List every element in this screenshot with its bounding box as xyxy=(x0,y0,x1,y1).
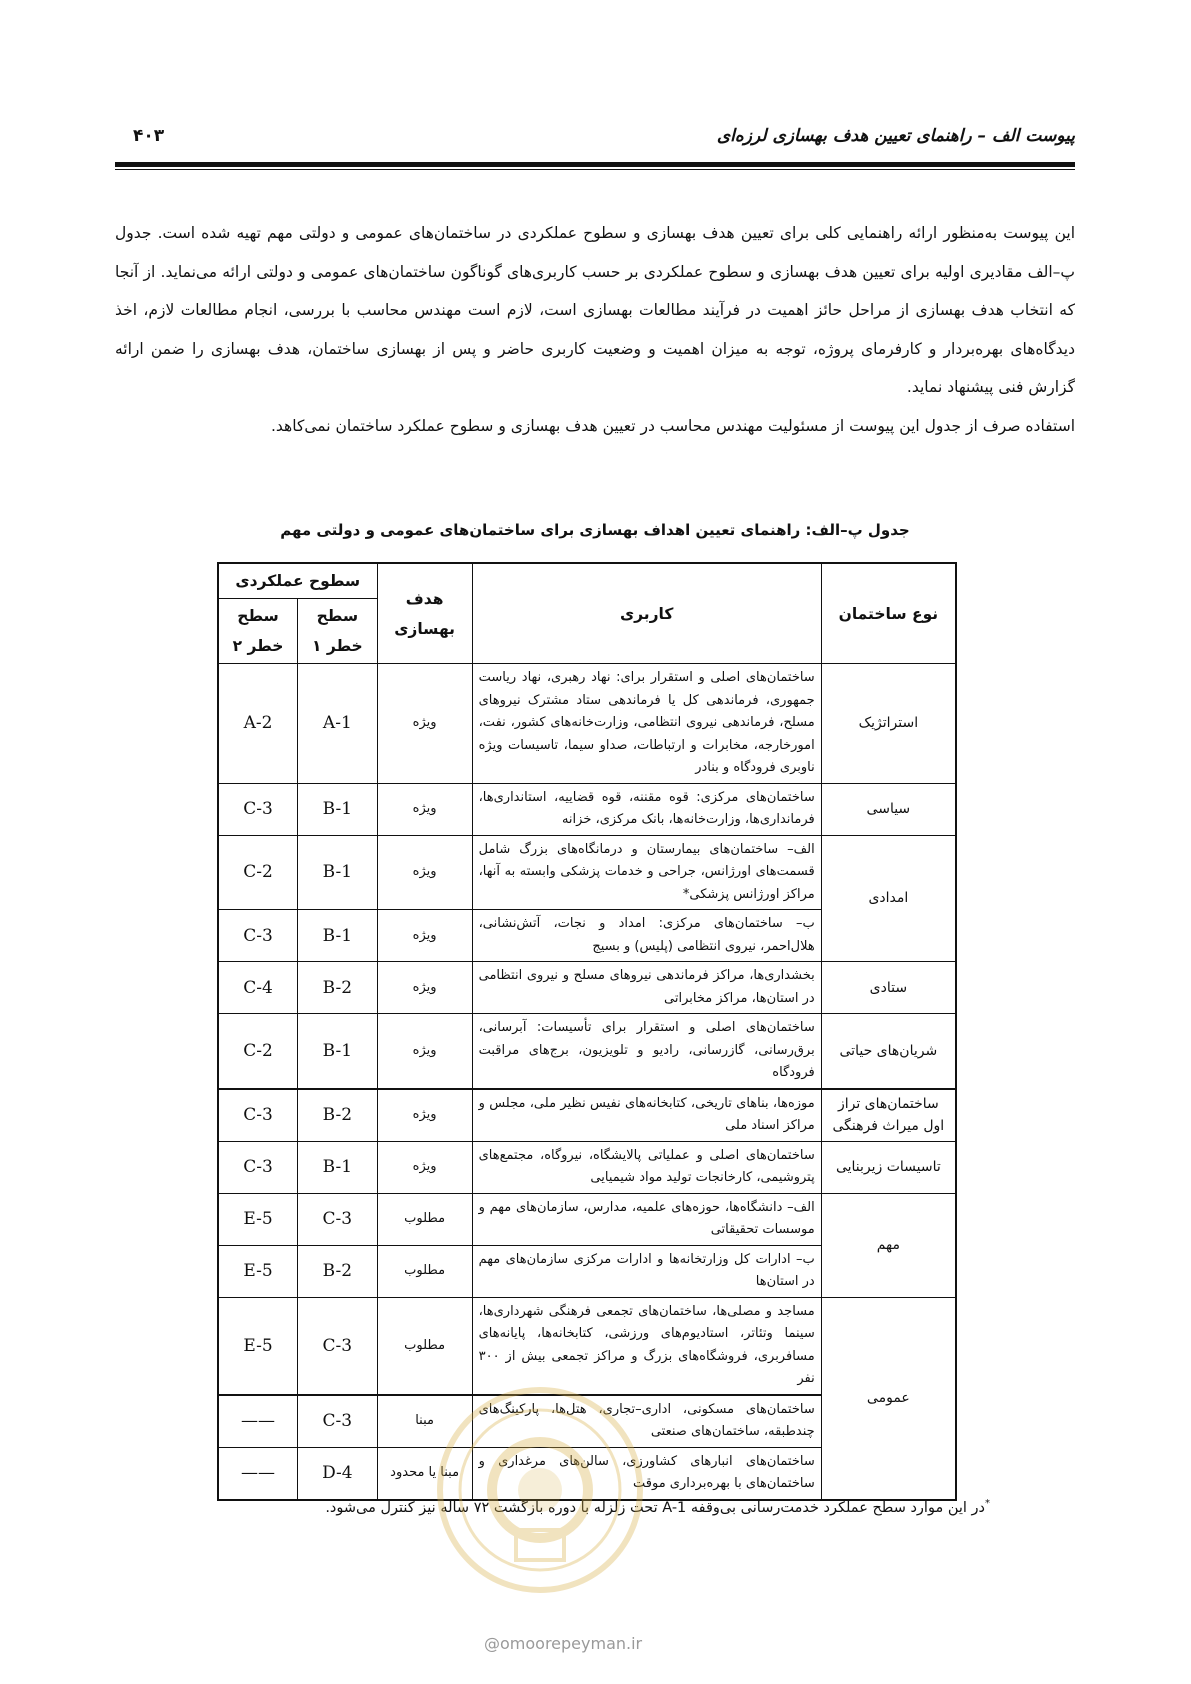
goal-cell: ویژه xyxy=(377,664,472,784)
footnote-text: در این موارد سطح عملکرد خدمت‌رسانی بی‌وقفه A-1 تحت زلزله با دوره بازگشت ۷۲ ساله نیز کنترل می‌شود. xyxy=(325,1499,985,1516)
footnote-mark: * xyxy=(985,1498,990,1509)
usage-cell: ساختمان‌های مسکونی، اداری–تجاری، هتل‌ها، پارکینگ‌های چندطبقه، ساختمان‌های صنعتی xyxy=(472,1395,821,1448)
header-title: پیوست الف – راهنمای تعیین هدف بهسازی لرزه‌ای xyxy=(716,126,1075,146)
table-row xyxy=(218,1014,956,1089)
level1-cell: B-1 xyxy=(298,783,378,835)
usage-cell: الف– ساختمان‌های بیمارستان و درمانگاه‌های بزرگ شامل قسمت‌های اورژانس، جراحی و خدمات پزشکی وابسته به آنها، مراکز اورژانس پزشکی* xyxy=(472,835,821,910)
type-cell: امدادی xyxy=(821,835,956,962)
usage-cell: الف– دانشگاه‌ها، حوزه‌های علمیه، مدارس، سازمان‌های مهم و موسسات تحقیقاتی xyxy=(472,1193,821,1245)
level1-cell: C-3 xyxy=(298,1395,378,1448)
level2-cell: C-3 xyxy=(218,910,298,962)
type-cell: عمومی xyxy=(821,1297,956,1500)
goal-cell: مبنا xyxy=(377,1395,472,1448)
level2-cell: C-2 xyxy=(218,835,298,910)
goal-cell: مطلوب xyxy=(377,1245,472,1297)
goal-cell: مبنا یا محدود xyxy=(377,1447,472,1500)
type-cell: سیاسی xyxy=(821,783,956,835)
level1-cell: B-2 xyxy=(298,1245,378,1297)
level2-cell: E-5 xyxy=(218,1297,298,1395)
level2-cell: C-3 xyxy=(218,783,298,835)
intro-paragraph-2: استفاده صرف از جدول این پیوست از مسئولیت مهندس محاسب در تعیین هدف بهسازی و سطوح عملکرد ساختمان نمی‌کاهد. xyxy=(270,416,1075,435)
table-row xyxy=(218,835,956,910)
type-cell: مهم xyxy=(821,1193,956,1297)
usage-cell: بخشداری‌ها، مراکز فرماندهی نیروهای مسلح و نیروی انتظامی در استان‌ها، مراکز مخابراتی xyxy=(472,962,821,1014)
level2-cell: A-2 xyxy=(218,664,298,784)
type-cell: استراتژیک xyxy=(821,664,956,784)
goal-cell: ویژه xyxy=(377,783,472,835)
level2-cell: —— xyxy=(218,1395,298,1448)
level2-cell: C-3 xyxy=(218,1141,298,1193)
table-caption: جدول پ–الف: راهنمای تعیین اهداف بهسازی برای ساختمان‌های عمومی و دولتی مهم xyxy=(280,521,910,539)
level2-cell: E-5 xyxy=(218,1245,298,1297)
level2-cell: C-4 xyxy=(218,962,298,1014)
header-performance-levels: سطوح عملکردی xyxy=(218,563,377,599)
level1-cell: B-1 xyxy=(298,910,378,962)
goal-cell: ویژه xyxy=(377,910,472,962)
table-row xyxy=(218,962,956,1014)
header-level-2: سطح خطر ۲ xyxy=(218,599,298,664)
usage-cell: موزه‌ها، بناهای تاریخی، کتابخانه‌های نفیس نظیر ملی، مجلس و مراکز اسناد ملی xyxy=(472,1089,821,1142)
type-cell: تاسیسات زیربنایی xyxy=(821,1141,956,1193)
level1-cell: B-2 xyxy=(298,962,378,1014)
guide-table xyxy=(217,562,957,1501)
intro-text xyxy=(115,214,1075,445)
usage-cell: ساختمان‌های مرکزی: قوه مقننه، قوه قضاییه، استانداری‌ها، فرمانداری‌ها، وزارت‌خانه‌ها، بانک مرکزی، خزانه xyxy=(472,783,821,835)
header-level-1: سطح خطر ۱ xyxy=(298,599,378,664)
header-building-type: نوع ساختمان xyxy=(821,563,956,664)
level2-cell: —— xyxy=(218,1447,298,1500)
level1-cell: B-1 xyxy=(298,835,378,910)
table-row xyxy=(218,783,956,835)
table-row xyxy=(218,1089,956,1142)
table-row xyxy=(218,1141,956,1193)
type-cell: ستادی xyxy=(821,962,956,1014)
level1-cell: B-1 xyxy=(298,1141,378,1193)
level1-cell: C-3 xyxy=(298,1193,378,1245)
page-number: ۴۰۳ xyxy=(133,126,165,146)
usage-cell: ساختمان‌های اصلی و استقرار برای تأسیسات: آبرسانی، برق‌رسانی، گازرسانی، رادیو و تلویزیون، برج‌های مراقبت فرودگاه xyxy=(472,1014,821,1089)
goal-cell: ویژه xyxy=(377,962,472,1014)
level1-cell: B-2 xyxy=(298,1089,378,1142)
level2-cell: C-3 xyxy=(218,1089,298,1142)
watermark-site: @omoorepeyman.ir xyxy=(484,1634,643,1653)
watermark-seal-icon xyxy=(430,1380,650,1600)
table-row xyxy=(218,1193,956,1245)
usage-cell: ب– ساختمان‌های مرکزی: امداد و نجات، آتش‌نشانی، هلال‌احمر، نیروی انتظامی (پلیس) و بسیج xyxy=(472,910,821,962)
usage-cell: ساختمان‌های اصلی و عملیاتی پالایشگاه، نیروگاه، مجتمع‌های پتروشیمی، کارخانجات تولید مواد شیمیایی xyxy=(472,1141,821,1193)
goal-cell: مطلوب xyxy=(377,1297,472,1395)
level1-cell: A-1 xyxy=(298,664,378,784)
table-row xyxy=(218,664,956,784)
level1-cell: B-1 xyxy=(298,1014,378,1089)
level1-cell: D-4 xyxy=(298,1447,378,1500)
type-cell: ساختمان‌های تراز اول میراث فرهنگی xyxy=(821,1089,956,1142)
goal-cell: ویژه xyxy=(377,1141,472,1193)
header-rule-thick xyxy=(115,162,1075,167)
header-usage: کاربری xyxy=(472,563,821,664)
usage-cell: ساختمان‌های اصلی و استقرار برای: نهاد رهبری، نهاد ریاست جمهوری، فرماندهی کل یا فرماندهی ستاد مشترک نیروهای مسلح، فرماندهی نیروی انتظامی، وزارت‌خانه‌های کشور، نفت، امورخارجه، مخابرات و ارتباطات، صداو سیما، تاسیسات ویژه ناوبری فرودگاه و بنادر xyxy=(472,664,821,784)
goal-cell: ویژه xyxy=(377,1014,472,1089)
header-rule-thin xyxy=(115,169,1075,170)
usage-cell: ب– ادارات کل وزارتخانه‌ها و ادارات مرکزی سازمان‌های مهم در استان‌ها xyxy=(472,1245,821,1297)
level2-cell: E-5 xyxy=(218,1193,298,1245)
intro-paragraph-1: این پیوست به‌منظور ارائه راهنمایی کلی برای تعیین هدف بهسازی و سطوح عملکردی در ساختمان‌های عمومی و دولتی مهم تهیه شده است. جدول پ–الف مقادیری اولیه برای تعیین هدف بهسازی و سطوح عملکردی بر حسب کاربری‌های گوناگون ساختمان‌های عمومی و دولتی ارائه می‌نماید. از آنجا که انتخاب هدف بهسازی از مراحل حائز اهمیت در فرآیند مطالعات بهسازی است، لازم است مهندس محاسب با بررسی، انجام مطالعات لازم، اخذ دیدگاه‌های بهره‌بردار و کارفرمای پروژه، توجه به میزان اهمیت و وضعیت کاربری حاضر و پس از بهسازی ساختمان، هدف بهسازی را ضمن ارائه گزارش فنی پیشنهاد نماید. xyxy=(115,224,1075,396)
level2-cell: C-2 xyxy=(218,1014,298,1089)
level1-cell: C-3 xyxy=(298,1297,378,1395)
header-goal: هدف بهسازی xyxy=(377,563,472,664)
goal-cell: ویژه xyxy=(377,835,472,910)
table-header-row xyxy=(218,563,956,599)
usage-cell: ساختمان‌های انبارهای کشاورزی، سالن‌های مرغداری و ساختمان‌های با بهره‌برداری موقت xyxy=(472,1447,821,1500)
type-cell: شریان‌های حیاتی xyxy=(821,1014,956,1089)
goal-cell: ویژه xyxy=(377,1089,472,1142)
page-header xyxy=(115,120,1075,154)
goal-cell: مطلوب xyxy=(377,1193,472,1245)
usage-cell: مساجد و مصلی‌ها، ساختمان‌های تجمعی فرهنگی شهرداری‌ها، سینما وتئاتر، استادیوم‌های ورزشی، کتابخانه‌ها، پایانه‌های مسافربری، فروشگاه‌های بزرگ و مراکز تجمعی بیش از ۳۰۰ نفر xyxy=(472,1297,821,1395)
